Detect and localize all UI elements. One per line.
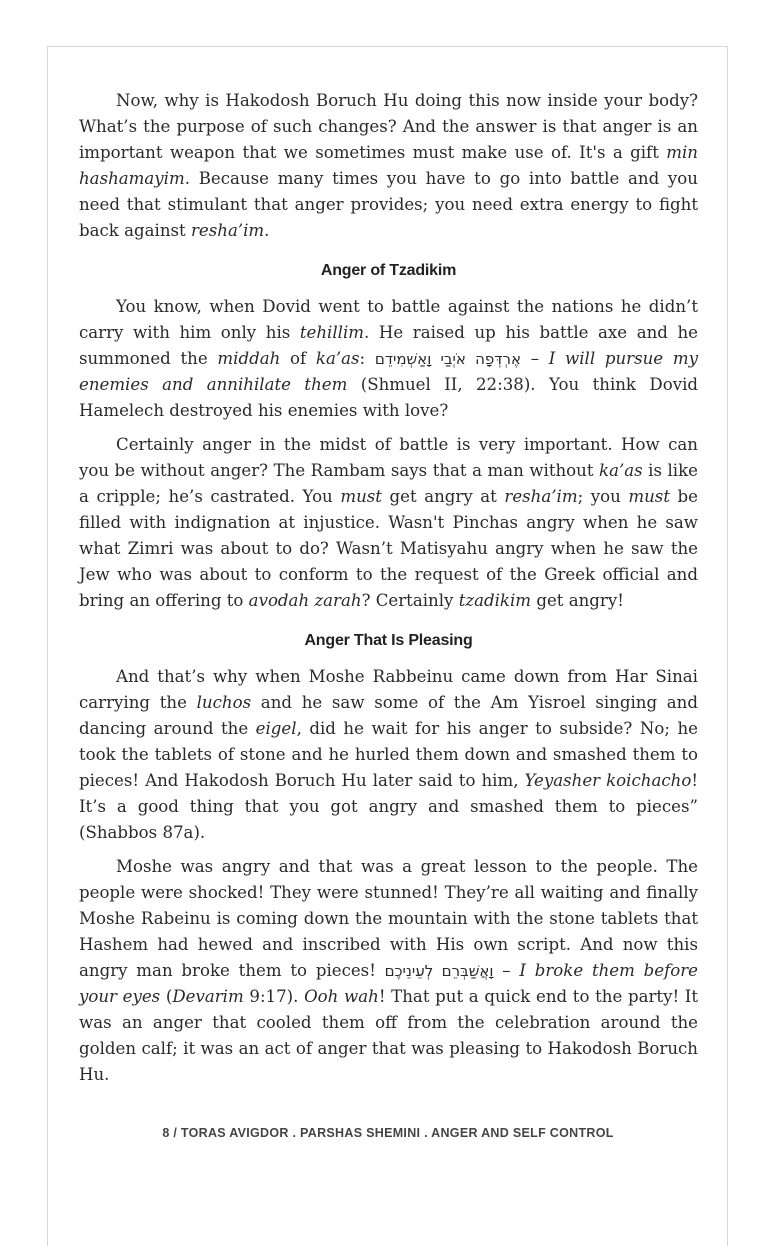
- text-run: ! It’s a good thing that you got angry and smashed them to pieces” (Shabbos 87a).: [79, 771, 698, 842]
- text-run: And that’s why when Moshe Rabbeinu came down from Har Sinai carrying the: [79, 667, 698, 712]
- text-run: .: [264, 221, 270, 240]
- page-footer: 8 / TORAS AVIGDOR . PARSHAS SHEMINI . ANGER AND SELF CONTROL: [162, 1126, 614, 1140]
- paragraph: [79, 854, 698, 1088]
- text-run: –: [520, 349, 549, 368]
- text-run: is like a cripple; he’s castrated. You: [79, 461, 698, 506]
- paragraph: [79, 294, 698, 424]
- text-run: Certainly anger in the midst of battle is very important. How can you be without anger? The Rambam says that a man without: [79, 435, 698, 480]
- text-run: –: [493, 961, 520, 980]
- italic-text: resha’im: [504, 487, 578, 506]
- text-run: and he saw some of the Am Yisroel singing and dancing around the: [79, 693, 698, 738]
- italic-text: middah: [217, 349, 281, 368]
- italic-text: eigel: [255, 719, 297, 738]
- text-run: ? Certainly: [361, 591, 459, 610]
- hebrew-quote: וָאֲשַׁבְּרֵם לְעֵינֵיכֶם: [384, 962, 494, 980]
- paragraph: [79, 432, 698, 614]
- text-run: ; you: [577, 487, 629, 506]
- text-run: , did he wait for his anger to subside? No; he took the tablets of stone and he hurled them down and smashed them to pieces! And Hakodosh Boruch Hu later said to him,: [79, 719, 698, 790]
- text-run: (: [160, 987, 173, 1006]
- text-run: Moshe was angry and that was a great lesson to the people. The people were shocked! They were stunned! They’re all waiting and finally Moshe Rabeinu is coming down the mountain with the stone tablets that Hashem had hewed and inscribed with His own script. And now this angry man broke them to pieces!: [79, 857, 698, 980]
- italic-text: Ooh wah: [304, 987, 379, 1006]
- italic-text: luchos: [196, 693, 252, 712]
- hebrew-quote: אֶרְדְּפָה אֹיְבַי וָאַשְׁמִידֵם: [374, 350, 521, 368]
- italic-text: resha’im: [191, 221, 265, 240]
- italic-text: tehillim: [299, 323, 365, 342]
- paragraph: [79, 88, 698, 244]
- page-body: [79, 88, 698, 1096]
- text-run: :: [359, 349, 375, 368]
- text-run: of: [280, 349, 316, 368]
- italic-text: must: [628, 487, 670, 506]
- text-run: . Because many times you have to go into battle and you need that stimulant that anger provides; you need extra energy to fight back against: [79, 169, 698, 240]
- text-run: ! That put a quick end to the party! It was an anger that cooled them off from the celebration around the golden calf; it was an act of anger that was pleasing to Hakodosh Boruch Hu.: [79, 987, 699, 1084]
- italic-text: tzadikim: [458, 591, 532, 610]
- text-run: get angry at: [381, 487, 505, 506]
- text-run: . He raised up his battle axe and he summoned the: [79, 323, 699, 368]
- italic-text: must: [340, 487, 382, 506]
- italic-text: avodah zarah: [248, 591, 362, 610]
- text-run: (Shmuel II, 22:38). You think Dovid Hamelech destroyed his enemies with love?: [79, 375, 698, 420]
- section-heading: Anger of Tzadikim: [320, 262, 457, 279]
- italic-text: Yeyasher koichacho: [524, 771, 692, 790]
- italic-text: I will pursue my enemies and annihilate them: [79, 349, 698, 394]
- paragraph: [79, 664, 698, 846]
- section-heading: Anger That Is Pleasing: [304, 632, 473, 649]
- italic-text: Devarim: [172, 987, 244, 1006]
- text-run: Now, why is Hakodosh Boruch Hu doing this now inside your body? What’s the purpose of such changes? And the answer is that anger is an important weapon that we sometimes must make use of. It's a gift: [79, 91, 698, 162]
- text-run: 9:17).: [243, 987, 305, 1006]
- italic-text: min hashamayim: [79, 143, 698, 188]
- italic-text: ka’as: [315, 349, 360, 368]
- italic-text: ka’as: [599, 461, 643, 480]
- text-run: get angry!: [531, 591, 624, 610]
- text-run: be filled with indignation at injustice. Wasn't Pinchas angry when he saw what Zimri was about to do? Wasn’t Matisyahu angry when he saw the Jew who was about to conform to the request of the Greek official and bring an offering to: [79, 487, 698, 610]
- text-run: You know, when Dovid went to battle against the nations he didn’t carry with him only his: [79, 297, 698, 342]
- italic-text: I broke them before your eyes: [79, 961, 698, 1006]
